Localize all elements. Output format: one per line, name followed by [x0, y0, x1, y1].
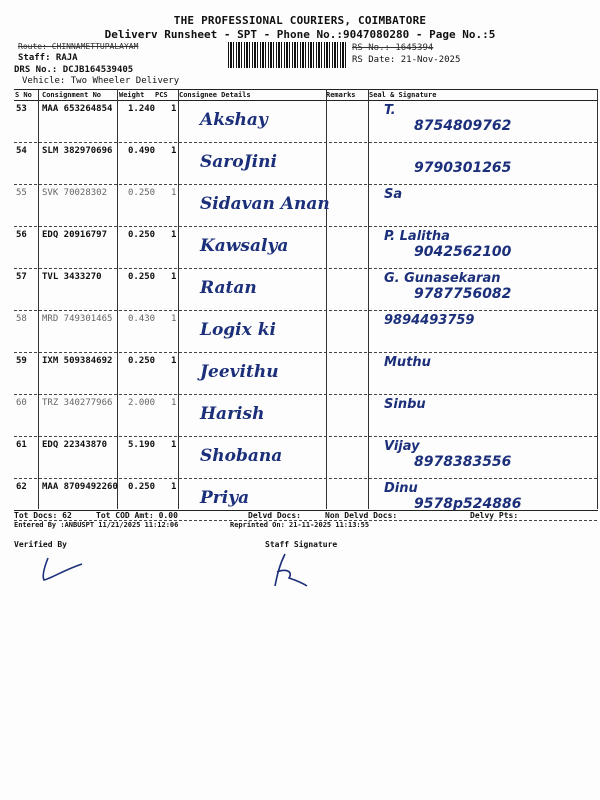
col-pcs: PCS — [155, 91, 168, 99]
row-weight: 2.000 — [128, 398, 156, 408]
table-row — [14, 352, 597, 395]
seal-handwriting: G. Gunasekaran — [384, 271, 501, 286]
tot-docs: Tot Docs: 62 — [14, 511, 72, 520]
table-row — [14, 310, 597, 353]
table-row — [14, 226, 597, 269]
table-row — [14, 394, 597, 437]
row-sno: 58 — [16, 314, 27, 324]
verified-signature — [30, 550, 90, 590]
row-consignment: SLM 382970696 — [42, 146, 113, 156]
row-pcs: 1 — [171, 314, 177, 324]
row-consignment: SVK 70028302 — [42, 188, 108, 198]
delvy-pts: Delvy Pts: — [470, 511, 519, 520]
row-consignment: TVL 3433270 — [42, 272, 102, 282]
row-weight: 0.250 — [128, 482, 156, 492]
document-title: THE PROFESSIONAL COURIERS, COIMBATORE — [173, 14, 427, 27]
row-pcs: 1 — [171, 272, 177, 282]
seal-handwriting: Vijay — [384, 439, 420, 454]
col-remarks: Remarks — [326, 91, 356, 99]
row-pcs: 1 — [171, 146, 177, 156]
row-weight: 0.250 — [128, 356, 156, 366]
row-sno: 60 — [16, 398, 27, 408]
row-sno: 61 — [16, 440, 27, 450]
row-weight: 0.250 — [128, 272, 156, 282]
row-consignment: MAA 8709492260 — [42, 482, 118, 492]
staff-label: Staff: RAJA — [18, 53, 78, 63]
table-row — [14, 268, 597, 311]
staff-signature-mark — [265, 548, 325, 590]
rs-number-text: RS No.: 1645394 — [352, 43, 434, 53]
row-sno: 59 — [16, 356, 27, 366]
consignee-handwriting: Priya — [200, 488, 250, 508]
row-weight: 0.250 — [128, 188, 156, 198]
seal-phone-handwriting: 9578p524886 — [414, 496, 522, 512]
row-consignment: TRZ 340277966 — [42, 398, 113, 408]
seal-handwriting: P. Lalitha — [384, 229, 450, 244]
row-weight: 1.240 — [128, 104, 156, 114]
row-consignment: EDQ 20916797 — [42, 230, 108, 240]
consignee-handwriting: Ratan — [200, 278, 257, 298]
table-row — [14, 142, 597, 185]
rs-date: RS Date: 21-Nov-2025 — [352, 55, 461, 65]
consignee-handwriting: Harish — [200, 404, 265, 424]
seal-phone-handwriting: 9787756082 — [414, 286, 512, 302]
row-consignment: EDQ 22343870 — [42, 440, 108, 450]
reprinted-on: Reprinted On: 21-11-2025 11:13:55 — [230, 521, 370, 529]
row-sno: 53 — [16, 104, 27, 114]
row-consignment: MAA 653264854 — [42, 104, 113, 114]
col-seal: Seal & Signature — [369, 91, 437, 99]
col-weight: Weight — [119, 91, 145, 99]
vehicle-label: Vehicle: Two Wheeler Delivery — [22, 76, 180, 86]
row-weight: 0.250 — [128, 230, 156, 240]
entered-by: Entered By :ANBUSPT 11/21/2025 11:12:06 — [14, 521, 179, 529]
seal-handwriting: 9894493759 — [384, 313, 475, 328]
col-consignment: Consignment No — [42, 91, 102, 99]
row-consignment: MRD 749301465 — [42, 314, 113, 324]
col-consignee: Consignee Details — [179, 91, 251, 99]
route-label: Route: CHINNAMETTUPALAYAM — [18, 42, 139, 51]
staff-signature-label: Staff Signature — [265, 540, 338, 549]
consignee-handwriting: Logix ki — [200, 320, 276, 340]
seal-phone-handwriting: 8754809762 — [414, 118, 512, 134]
consignee-handwriting: Akshay — [200, 110, 268, 130]
row-consignment: IXM 509384692 — [42, 356, 113, 366]
consignee-handwriting: Kawsalya — [200, 236, 289, 256]
row-pcs: 1 — [171, 482, 177, 492]
consignee-handwriting: SaroJini — [200, 152, 277, 172]
delvd-docs: Delvd Docs: — [248, 511, 301, 520]
row-weight: 0.490 — [128, 146, 156, 156]
consignee-handwriting: Jeevithu — [200, 362, 279, 382]
row-sno: 62 — [16, 482, 27, 492]
col-sno: S No — [15, 91, 32, 99]
row-sno: 57 — [16, 272, 27, 282]
barcode-image — [228, 42, 348, 68]
table-row — [14, 100, 597, 143]
row-sno: 55 — [16, 188, 27, 198]
seal-handwriting: Muthu — [384, 355, 431, 370]
row-weight: 5.190 — [128, 440, 156, 450]
seal-phone-handwriting: 9042562100 — [414, 244, 512, 260]
row-pcs: 1 — [171, 188, 177, 198]
row-sno: 56 — [16, 230, 27, 240]
seal-handwriting: Dinu — [384, 481, 418, 496]
verified-by-label: Verified By — [14, 540, 67, 549]
row-pcs: 1 — [171, 440, 177, 450]
seal-phone-handwriting: 8978383556 — [414, 454, 512, 470]
row-pcs: 1 — [171, 104, 177, 114]
consignee-handwriting: Shobana — [200, 446, 283, 466]
seal-handwriting: T. — [384, 103, 396, 118]
table-row — [14, 436, 597, 479]
seal-phone-handwriting: 9790301265 — [414, 160, 512, 176]
consignee-handwriting: Sidavan Anan — [200, 194, 330, 214]
non-delvd-docs: Non Delvd Docs: — [325, 511, 398, 520]
row-pcs: 1 — [171, 398, 177, 408]
table-row — [14, 184, 597, 227]
tot-cod: Tot COD Amt: 0.00 — [96, 511, 178, 520]
row-pcs: 1 — [171, 230, 177, 240]
document-subtitle: Deliverv Runsheet - SPT - Phone No.:9047080280 - Page No.:5 — [104, 28, 496, 41]
row-pcs: 1 — [171, 356, 177, 366]
seal-handwriting: Sa — [384, 187, 403, 202]
drs-number: DRS No.: DCJB164539405 — [14, 65, 134, 75]
seal-handwriting: Sinbu — [384, 397, 426, 412]
row-weight: 0.430 — [128, 314, 156, 324]
row-sno: 54 — [16, 146, 27, 156]
rs-number — [352, 43, 433, 53]
col-divider — [597, 89, 598, 509]
